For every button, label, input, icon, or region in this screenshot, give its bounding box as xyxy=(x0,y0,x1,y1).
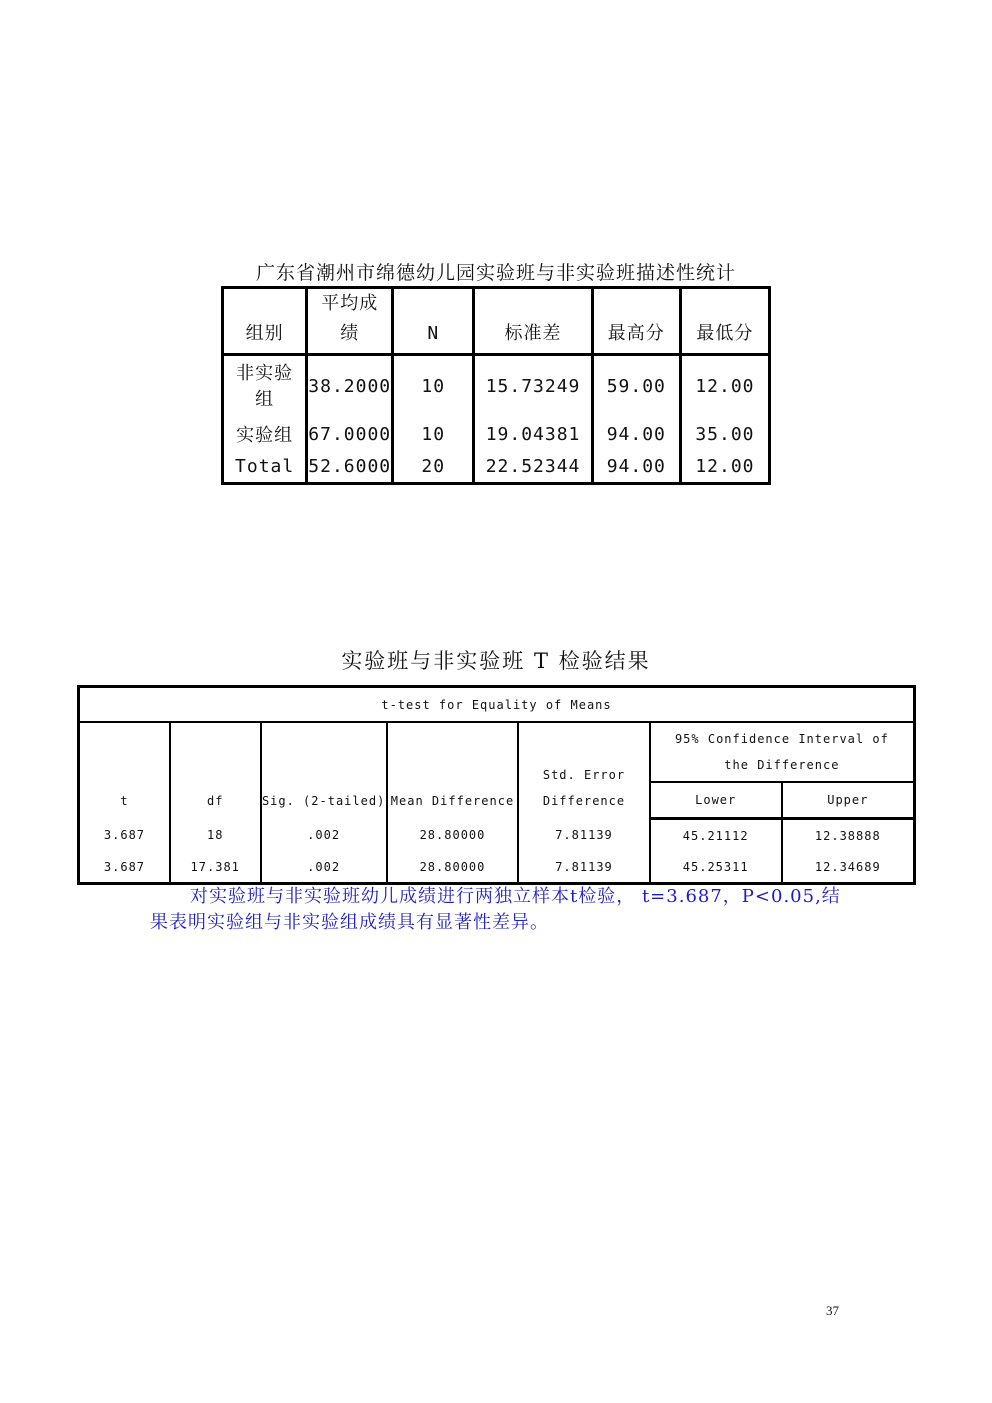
cell-group: Total xyxy=(223,450,307,484)
cell-std: 22.52344 xyxy=(474,450,592,484)
cell-mean-difference: 28.80000 xyxy=(387,852,518,884)
t-test-group-header-row xyxy=(79,687,915,723)
header-min: 最低分 xyxy=(680,288,769,355)
descriptive-stats-table xyxy=(221,286,771,485)
table1-title: 广东省潮州市绵德幼儿园实验班与非实验班描述性统计 xyxy=(255,262,736,284)
header-confidence-interval: 95% Confidence Interval of the Difference xyxy=(650,722,915,782)
cell-std: 15.73249 xyxy=(474,355,592,419)
table1-header-row xyxy=(223,288,770,355)
header-std-error-difference: Std. Error Difference xyxy=(518,722,650,819)
cell-max: 94.00 xyxy=(592,418,680,450)
table-row xyxy=(223,418,770,450)
table2-title: 实验班与非实验班 T 检验结果 xyxy=(341,649,651,673)
cell-group: 实验组 xyxy=(223,418,307,450)
cell-lower: 45.25311 xyxy=(650,852,782,884)
conclusion-line-1: 对实验班与非实验班幼儿成绩进行两独立样本t检验， t=3.687，P<0.05,结 xyxy=(190,886,841,907)
cell-min: 35.00 xyxy=(680,418,769,450)
cell-mean: 52.6000 xyxy=(307,450,393,484)
header-t: t xyxy=(120,793,129,808)
cell-t: 3.687 xyxy=(103,828,146,843)
cell-n: 10 xyxy=(393,418,474,450)
table-row xyxy=(79,852,915,884)
cell-max: 94.00 xyxy=(592,450,680,484)
header-mean-difference: Mean Difference xyxy=(387,722,518,819)
cell-upper: 12.34689 xyxy=(782,852,915,884)
cell-max: 59.00 xyxy=(592,355,680,419)
header-max: 最高分 xyxy=(592,288,680,355)
table-row xyxy=(223,450,770,484)
conclusion-line-2: 果表明实验组与非实验组成绩具有显著性差异。 xyxy=(150,912,549,933)
cell-n: 20 xyxy=(393,450,474,484)
header-group: 组别 xyxy=(223,288,307,355)
t-test-table xyxy=(77,685,916,885)
page-number: 37 xyxy=(826,1303,839,1318)
header-mean: 平均成 绩 xyxy=(307,288,393,355)
cell-lower: 45.21112 xyxy=(650,819,782,853)
table-row xyxy=(223,355,770,419)
conclusion-paragraph xyxy=(150,884,870,936)
cell-min: 12.00 xyxy=(680,355,769,419)
cell-n: 10 xyxy=(393,355,474,419)
cell-std-error: 7.81139 xyxy=(518,852,650,884)
cell-t: 3.687 xyxy=(103,860,146,874)
cell-group: 非实验 组 xyxy=(223,355,307,419)
cell-df: 17.381 xyxy=(170,852,261,884)
cell-mean-difference: 28.80000 xyxy=(387,819,518,853)
cell-mean: 38.2000 xyxy=(307,355,393,419)
cell-min: 12.00 xyxy=(680,450,769,484)
header-std: 标准差 xyxy=(474,288,592,355)
header-upper: Upper xyxy=(782,782,915,819)
cell-upper: 12.38888 xyxy=(782,819,915,853)
table-row xyxy=(79,819,915,853)
header-df: df xyxy=(170,722,261,819)
header-sig: Sig. (2-tailed) xyxy=(261,722,387,819)
cell-std: 19.04381 xyxy=(474,418,592,450)
header-lower: Lower xyxy=(650,782,782,819)
cell-df: 18 xyxy=(170,819,261,853)
t-test-header-row xyxy=(79,722,915,782)
group-header: t-test for Equality of Means xyxy=(79,687,915,723)
header-n: N xyxy=(393,288,474,355)
cell-std-error: 7.81139 xyxy=(518,819,650,853)
cell-sig: .002 xyxy=(261,819,387,853)
cell-mean: 67.0000 xyxy=(307,418,393,450)
cell-sig: .002 xyxy=(261,852,387,884)
